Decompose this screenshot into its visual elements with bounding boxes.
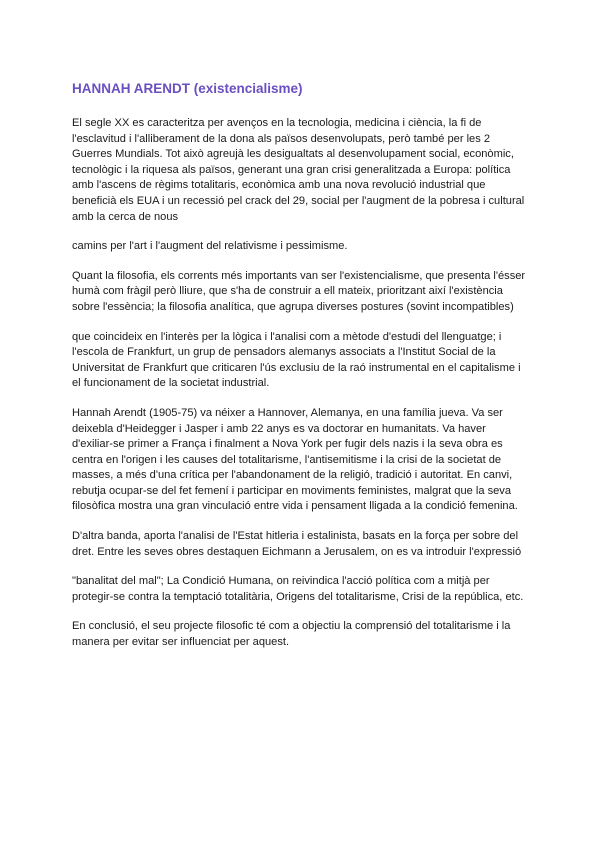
paragraph: camins per l'art i l'augment del relativisme i pessimisme.: [72, 240, 348, 253]
paragraph: Hannah Arendt (1905-75) va néixer a Hannover, Alemanya, en una família jueva. Va ser deixebla d'Heidegger i Jasper i amb 22 anys es va doctorar en humanitats. Va haver d'exiliar-se primer a França i finalment a Nova York per fugir dels nazis i la seva obra es centra en l'origen i les causes del totalitarisme, l'antisemitisme i la crisi de la societat de masses, a més d'una crítica per l'abandonament de la religió, tradició i autoritat. En canvi, rebutja ocupar-se del fet femení i participar en moviments feministes, malgrat que la seva filosòfica mostra una gran vinculació entre vida i pensament lligada a la condició femenina.: [72, 406, 518, 513]
paragraph: En conclusió, el seu projecte filosofic té com a objectiu la comprensió del totalitarisme i la manera per evitar ser influenciat per aquest.: [72, 620, 511, 649]
document-content: [72, 80, 528, 665]
paragraph: "banalitat del mal"; La Condició Humana, on reivindica l'acció política com a mitjà per protegir-se contra la temptació totalitària, Origens del totalitarisme, Crisi de la república, etc.: [72, 575, 524, 603]
paragraph: D'altra banda, aporta l'analisi de l'Estat hitleria i estalinista, basats en la força per sobre del dret. Entre les seves obres destaquen Eichmann a Jerusalem, on es va introduir l'expressió: [72, 530, 522, 558]
paragraph: Quant la filosofia, els corrents més importants van ser l'existencialisme, que presenta l'ésser humà com fràgil però lliure, que s'ha de construir a ell mateix, prioritzant així l'existència sobre l'essència; la filosofia analítica, que agrupa diverses postures (sovint incompatibles): [72, 269, 526, 313]
paragraph: El segle XX es caracteritza per avenços en la tecnologia, medicina i ciència, la fi de l'esclavitud i l'alliberament de la dona als països desenvolupats, però també per les 2 Guerres Mundials. Tot això agreujà les desigualtats al desenvolupament social, econòmic, tecnològic i la riquesa als països, generant una gran crisi generalitzada a Europa: política amb l'ascens de règims totalitaris, econòmica amb una nova revolució industrial que beneficià els EUA i un recessió pel crack del 29, social per l'augment de la pobresa i cultural amb la cerca de nous: [72, 117, 525, 223]
paragraph: que coincideix en l'interès per la lògica i l'analisi com a mètode d'estudi del llenguatge; i l'escola de Frankfurt, un grup de pensadors alemanys associats a l'Institut Social de la Universitat de Frankfurt que criticaren l'ús exclusiu de la raó instrumental en el capitalisme i el funcionament de la societat industrial.: [72, 330, 521, 390]
document-title: HANNAH ARENDT (existencialisme): [72, 81, 303, 96]
